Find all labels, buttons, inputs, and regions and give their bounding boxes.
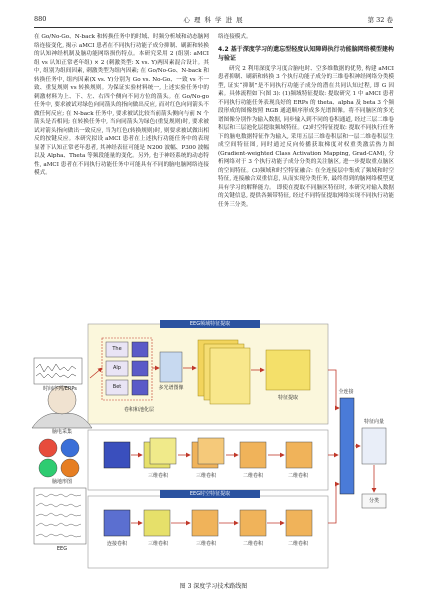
label-eeg: EEG [56,546,68,552]
feature-map [266,350,310,390]
freq-banner: EEG频域特征提取 [160,320,260,328]
topomap-group [39,439,79,477]
label-conv3d-1: 三维卷积 [147,473,168,479]
label-pool: 连接卷积 [106,541,127,547]
header-rule [34,27,393,28]
right-column [218,33,394,323]
label-feature-vector: 特征向量 [363,419,384,425]
label-classify: 分类 [368,498,379,504]
label-conv3d-4: 三维卷积 [195,541,216,547]
label-conv-pool: 卷积和池化层 [123,407,154,413]
figure-diagram [28,318,400,576]
figure-3 [28,318,400,576]
right-paragraph: 研究 2 利用深度学习度合脑电时、空多维数据的优势, 构建 aMCI 患者抑制、刷新和转换 3 个执行功能子成分的三维卷积神经网络分类模型, 证实“抑制”是不同执行功能子成分的潜在共同认知过程, 即 G 因素。具体流程如下(图 3): (1)频域特征提取: 提取研究 1 中 aMCI 患者不同执行功能任务表现良好的 ERPs 的 theta、alpha 及 beta 3 个频段形成的图像按照 RGB 通道顺序形成多光谱图像。将不同脑区的多光谱图像分别作为输入数据, 同步输入到不同的卷积通道, 经过三层二维卷积层和三层池化层提取频域特征。(2)时空特征提取: 提取不同执行任务下的脑电数据特征作为输入, 采用五层三维卷积层和一层二维卷积层生成空间特征图, 同时通过反向传播获取梯度对权重类激活热力图(Gradient-weighted Class Activation Mapping, Grad-CAM), 分析网络对于 3 个执行功能子成分分类的关注脑区, 进一步提取重点脑区的空间特征。(3)频域和时空特征融合: 在全连接层中集成了频域和时空特征, 连接融合双重信息, 从而实现分类任务, 最终得到的脑网络模型更具有学习的解释能力。 即使在提取不同脑区特征时, 本研究对输入数据的关键信息, 提供各频带特征, 经过不同特征提取网络实现不同执行功能任务三分类。 [218,65,394,208]
eeg-capture-block [32,358,92,428]
label-conv2d-4: 二维卷积 [287,541,308,547]
top-conv-stack [198,340,250,404]
band-label-alpha: Alp [113,365,121,371]
volume-label: 第 32 卷 [367,16,393,24]
eeg-traces [34,488,86,544]
left-column [34,33,209,323]
band-label-theta: The [112,346,122,352]
left-paragraph: 在 Go/No-Go、N-back 和转换任务中的时域、时频分析域和动态脑网络连接变化, 揭示 aMCI 患者在不同执行功能子成分抑制、刷新和转换的认知神经机制及脑功能网络损伤特点。本研究采用 2 (组别: aMCI 组 vs 认知正常老年组) × 2 (刺激类型: X vs. Y)两因素混合设计。其中, 组别为组间因素, 刺激类型为组内因素; 在 Go/No-Go、N-back 和转换任务中, 组内因素(X vs. Y)分别为 Go vs. No-Go、一致 vs 不一致、重复规则 vs 转换规则。为保证实验材料统一, 上述实验任务中的刺激材料为上、下、左、右四个侧向不同方位的箭头。在 Go/No-go 任务中, 要求被试对绿色向同箭头的指向做出反应, 而对红色向同箭头不做任何反应; 在 N-back 任务中, 要求被试比较当前箭头侧向与前 N 个箭头是否相同; 在转换任务中, 当向同箭头为绿色(重复规则)时, 要求被试对箭头指向做出一致反应, 当为红色(转换规则)时, 则要求被试做出相反的按键反应。本研究拟设 aMCI 患者在上述执行功能任务中的表现显著下认知正常老年患者, 其神经表征可能是 N200 波幅、P300 波幅以及 Alpha、Theta 等频段能量的变化。另外, 也于神经系统的动态特性, aMCI 患者在不同执行功能任务中可能具有不同的脑电脑网络连接模式。 [34,34,209,176]
fc-layer [340,398,354,494]
right-intro: 络连接模式。 [218,34,252,40]
label-conv2d-1: 二维卷积 [242,473,263,479]
figure-caption: 图 3 深度学习技术路线图 [179,583,248,590]
label-time-series: 时间序列/ERPs [43,386,77,392]
section-heading: 4.2 基于深度学习的遗忘型轻度认知障碍执行功能脑网络模型建构与验证 [218,45,394,62]
label-eeg-capture: 脑电采集 [51,429,72,435]
page-number: 880 [34,15,47,23]
label-fc: 全连接 [338,389,354,395]
label-brain-map: 脑地形图 [51,479,72,485]
page-header [34,15,393,27]
label-conv2d-3: 二维卷积 [242,541,263,547]
st-banner: EEG时空特征提取 [160,490,260,498]
label-conv2d-2: 二维卷积 [287,473,308,479]
label-conv3d-3: 三维卷积 [147,541,168,547]
label-conv3d-2: 三维卷积 [195,473,216,479]
label-feature-extract: 特征提取 [277,395,298,401]
band-label-beta: Bet [112,384,122,390]
journal-title: 心 理 科 学 进 展 [183,16,244,24]
multispectral-image [160,352,182,382]
feature-vector [362,428,386,464]
label-multispectral: 多光谱图像 [158,385,184,391]
